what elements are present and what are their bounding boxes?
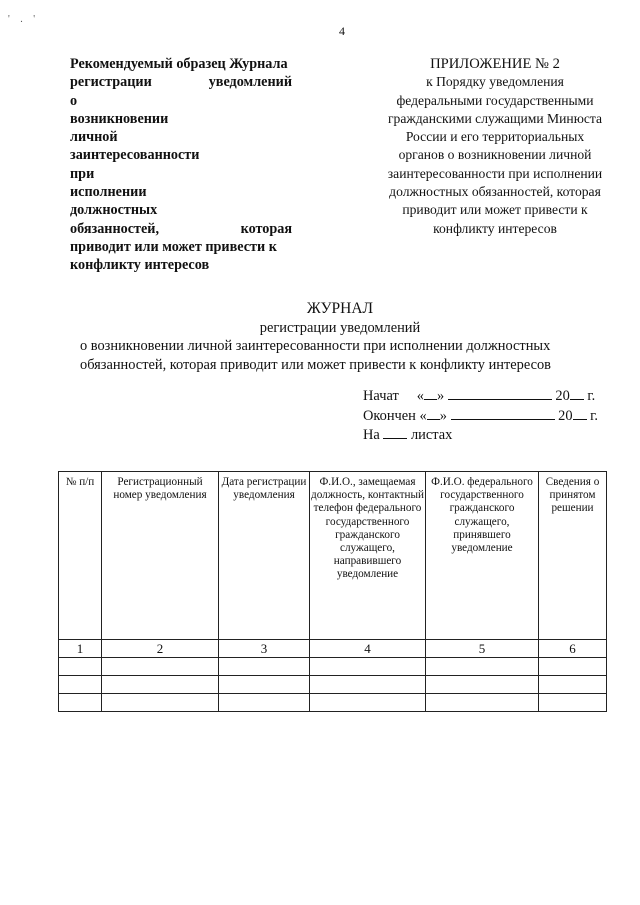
journal-title-block (60, 300, 620, 374)
table-cell (59, 694, 102, 712)
appendix-block (366, 55, 624, 238)
table-cell (426, 694, 539, 712)
column-header: Дата регистрации уведомления (219, 472, 310, 640)
sample-note-line: исполнении должностных (70, 184, 158, 219)
column-number: 2 (102, 640, 219, 658)
column-number: 5 (426, 640, 539, 658)
column-number: 6 (539, 640, 607, 658)
sample-note (70, 55, 292, 275)
sample-note-line: заинтересованности при (70, 147, 200, 182)
table-cell (426, 658, 539, 676)
journal-subject-line: о возникновении личной заинтересованности при исполнении должностных (80, 338, 551, 354)
table-cell (102, 658, 219, 676)
journal-subject-line: обязанностей, которая приводит или может привести к конфликту интересов (80, 356, 551, 373)
ended-label: Окончен (363, 407, 416, 424)
sample-note-line: регистрации уведомлений о (70, 74, 292, 109)
column-header: Сведения о принятом решении (539, 472, 607, 640)
column-header: Ф.И.О., замещаемая должность, контактный телефон федерального государственного гражданского служащего, направившего уведомление (310, 472, 426, 640)
appendix-line: приводит или может привести к (402, 202, 588, 218)
year-blank (573, 406, 587, 420)
on-label: На (363, 427, 380, 443)
column-number: 3 (219, 640, 310, 658)
sheets-row (363, 425, 598, 445)
column-number-row (59, 640, 607, 658)
appendix-line: федеральными государственными (396, 92, 594, 108)
table-cell (539, 658, 607, 676)
sheets-label: листах (411, 427, 453, 443)
open-quote: « (416, 388, 424, 404)
table-row (59, 694, 607, 712)
table-cell (310, 658, 426, 676)
sample-note-line: Рекомендуемый образец Журнала (70, 56, 288, 72)
sample-note-line: возникновении личной (70, 110, 169, 146)
table-cell (59, 658, 102, 676)
column-header: № п/п (59, 472, 102, 640)
table-cell (219, 676, 310, 694)
page-number: 4 (339, 24, 345, 38)
sample-note-line: приводит или может привести к (70, 238, 277, 255)
year-blank (570, 386, 584, 400)
appendix-line: органов о возникновении личной (398, 147, 592, 163)
month-blank (451, 406, 555, 420)
appendix-line: должностных обязанностей, которая (389, 184, 601, 200)
table-cell (539, 676, 607, 694)
close-quote: » (439, 407, 447, 424)
column-header: Ф.И.О. федерального государственного гражданского служащего, принявшего уведомление (426, 472, 539, 640)
open-quote: « (419, 407, 427, 424)
table-cell (102, 694, 219, 712)
table-header-row (59, 472, 607, 640)
column-number: 4 (310, 640, 426, 658)
journal-dates (363, 386, 598, 445)
year-prefix: 20 (558, 407, 573, 424)
appendix-line: гражданскими служащими Минюста (387, 110, 603, 126)
table-cell (539, 694, 607, 712)
table-cell (426, 676, 539, 694)
appendix-heading: ПРИЛОЖЕНИЕ № 2 (430, 56, 560, 72)
journal-subtitle: регистрации уведомлений (259, 319, 421, 336)
year-suffix: г. (587, 388, 596, 404)
journal-table (58, 471, 607, 712)
appendix-line: заинтересованности при исполнении (387, 165, 603, 181)
day-blank (427, 406, 440, 420)
appendix-line: конфликту интересов (433, 220, 557, 236)
journal-title: ЖУРНАЛ (306, 300, 374, 317)
table-cell (219, 694, 310, 712)
started-row (363, 386, 598, 406)
column-number: 1 (59, 640, 102, 658)
table-cell (59, 676, 102, 694)
year-prefix: 20 (555, 388, 570, 404)
table-cell (102, 676, 219, 694)
close-quote: » (436, 388, 445, 404)
table-row (59, 658, 607, 676)
table-row (59, 676, 607, 694)
year-suffix: г. (590, 407, 599, 424)
month-blank (448, 386, 552, 400)
started-label: Начат (363, 388, 399, 404)
sample-note-line: обязанностей, которая (70, 220, 293, 237)
scan-marks: ' . ' (8, 14, 40, 25)
appendix-line: к Порядку уведомления (426, 74, 564, 90)
table-cell (310, 694, 426, 712)
sample-note-line: конфликту интересов (70, 257, 210, 274)
appendix-line: России и его территориальных (405, 129, 585, 145)
table-cell (219, 658, 310, 676)
ended-row (363, 406, 598, 426)
column-header: Регистрационный номер уведомления (102, 472, 219, 640)
sheets-blank (383, 425, 407, 439)
day-blank (424, 386, 437, 400)
table-cell (310, 676, 426, 694)
